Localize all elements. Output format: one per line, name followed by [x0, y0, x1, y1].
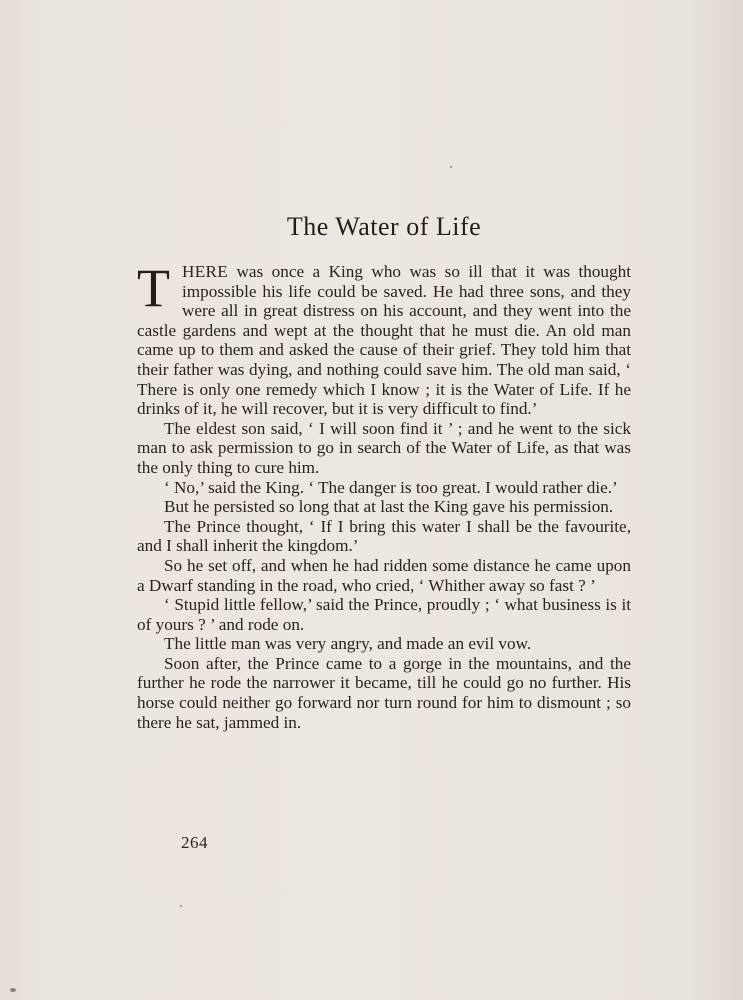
paragraph-6: So he set off, and when he had ridden some distance he came upon a Dwarf standing in the road, who cried, ‘ Whither away so fast ? ’	[137, 555, 631, 595]
paper-speck	[180, 905, 182, 907]
chapter-title: The Water of Life	[286, 212, 482, 241]
paragraph-9: Soon after, the Prince came to a gorge in the mountains, and the further he rode the narrower it became, till he could go no further. His horse could neither go forward nor turn round for him to dismount ; so there he sat, jammed in.	[137, 653, 631, 732]
paragraph-7: ‘ Stupid little fellow,’ said the Prince, proudly ; ‘ what business is it of yours ? ’ and rode on.	[137, 595, 631, 634]
paper-speck	[450, 166, 452, 168]
paragraph-3: ‘ No,’ said the King. ‘ The danger is too great. I would rather die.’	[164, 477, 618, 497]
body-text	[137, 258, 631, 732]
drop-cap: T	[137, 258, 170, 318]
paragraph-8: The little man was very angry, and made an evil vow.	[164, 634, 532, 654]
paragraph-2: The eldest son said, ‘ I will soon find it ’ ; and he went to the sick man to ask permission to go in search of the Water of Life, as that was the only thing to cure him.	[137, 418, 631, 477]
paragraph-1-text: was once a King who was so ill that it was thought impossible his life could be saved. He had three sons, and they were all in great distress on his account, and they went into the castle gardens and wept at the thought that he must die. An old man came up to them and asked the cause of their grief. They told him that their father was dying, and nothing could save him. The old man said, ‘ There is only one remedy which I know ; it is the Water of Life. If he drinks of it, he will recover, but it is very difficult to find.’	[137, 262, 631, 419]
paragraph-1	[137, 258, 631, 419]
opening-word: HERE	[182, 262, 229, 281]
paragraph-4: But he persisted so long that at last the King gave his permission.	[164, 497, 614, 517]
page-number: 264	[181, 833, 208, 852]
paragraph-5: The Prince thought, ‘ If I bring this water I shall be the favourite, and I shall inherit the kingdom.’	[137, 516, 631, 556]
paper-speck	[10, 988, 16, 992]
